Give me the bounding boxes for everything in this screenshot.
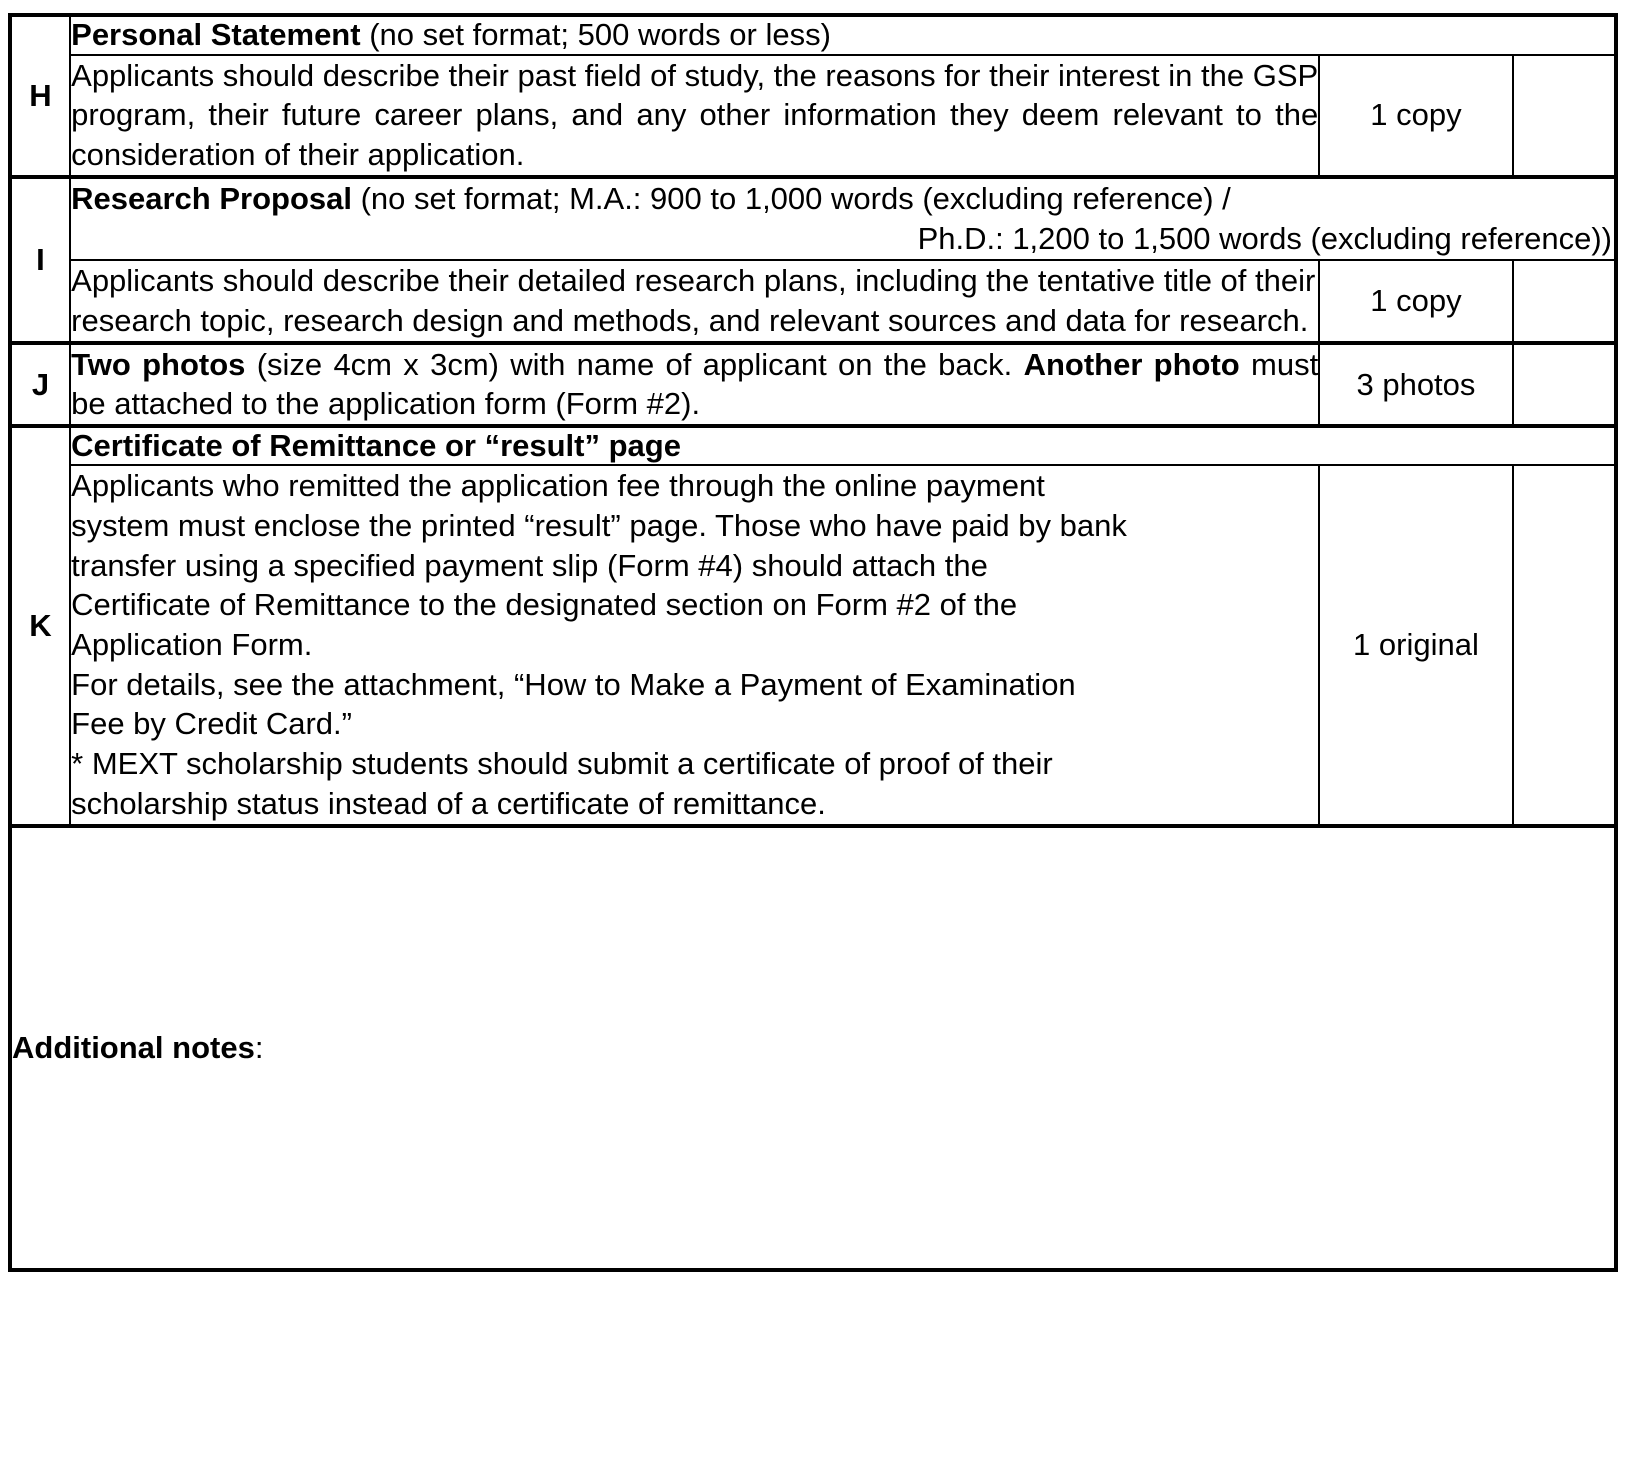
row-j-seg4: must be attached to the application form (Form #2).	[71, 346, 1319, 422]
table-row-h-body	[10, 55, 1616, 177]
text-line: Applicants who remitted the application fee through the online payment	[71, 468, 1045, 504]
row-letter-k: K	[10, 426, 70, 826]
text-line: Application Form.	[71, 627, 313, 663]
row-h-quantity: 1 copy	[1319, 55, 1512, 177]
row-k-quantity: 1 original	[1319, 465, 1512, 825]
row-letter-h: H	[10, 15, 70, 177]
row-h-check[interactable]	[1513, 55, 1616, 177]
row-k-check[interactable]	[1513, 465, 1616, 825]
text-line: system must enclose the printed “result” page. Those who have paid by bank	[71, 508, 1127, 544]
row-j-description	[70, 343, 1319, 426]
row-i-title-line2: Ph.D.: 1,200 to 1,500 words (excluding reference))	[917, 220, 1612, 256]
table-row-additional-notes	[10, 826, 1616, 1270]
text-line: transfer using a specified payment slip (Form #4) should attach the	[71, 547, 988, 583]
text-line: * MEXT scholarship students should submit a certificate of proof of their	[71, 746, 1053, 782]
text-line: For details, see the attachment, “How to Make a Payment of Examination	[71, 666, 1076, 702]
row-i-title-rest: (no set format; M.A.: 900 to 1,000 words (excluding reference) /	[352, 180, 1231, 216]
row-k-title	[70, 426, 1616, 466]
row-j-quantity: 3 photos	[1319, 343, 1512, 426]
row-i-title	[70, 177, 1616, 261]
row-j-seg3: Another photo	[1023, 346, 1240, 382]
row-j-seg2: (size 4cm x 3cm) with name of applicant on the back.	[245, 346, 1024, 382]
additional-notes-label-bold: Additional notes	[12, 1029, 255, 1065]
text-line: scholarship status instead of a certificate of remittance.	[71, 785, 826, 821]
row-k-title-bold: Certificate of Remittance or “result” page	[71, 427, 681, 463]
additional-notes-cell[interactable]	[10, 826, 1616, 1270]
row-i-check[interactable]	[1513, 260, 1616, 342]
row-i-title-bold: Research Proposal	[71, 180, 352, 216]
row-h-description: Applicants should describe their past field of study, the reasons for their interest in the GSP program, their future career plans, and any other information they deem relevant to the consideration of their application.	[70, 55, 1319, 177]
row-i-quantity: 1 copy	[1319, 260, 1512, 342]
row-h-title	[70, 15, 1616, 55]
table-row-i-header	[10, 177, 1616, 261]
table-row-k-body	[10, 465, 1616, 825]
additional-notes-label	[12, 1029, 1614, 1066]
text-line: Certificate of Remittance to the designated section on Form #2 of the	[71, 587, 1018, 623]
row-h-title-bold: Personal Statement	[71, 17, 361, 52]
row-k-description	[70, 465, 1319, 825]
row-j-seg1: Two photos	[71, 346, 246, 382]
table-row-i-body	[10, 260, 1616, 342]
table-row-h-header	[10, 15, 1616, 55]
text-line: Fee by Credit Card.”	[71, 706, 352, 742]
row-letter-j: J	[10, 343, 70, 426]
requirements-table	[8, 13, 1618, 1272]
row-i-description: Applicants should describe their detailed research plans, including the tentative title of their research topic, research design and methods, and relevant sources and data for research.	[70, 260, 1319, 342]
table-row-k-header	[10, 426, 1616, 466]
table-row-j	[10, 343, 1616, 426]
row-j-check[interactable]	[1513, 343, 1616, 426]
row-h-title-rest: (no set format; 500 words or less)	[360, 17, 831, 52]
row-letter-i: I	[10, 177, 70, 343]
additional-notes-label-colon: :	[254, 1029, 264, 1065]
